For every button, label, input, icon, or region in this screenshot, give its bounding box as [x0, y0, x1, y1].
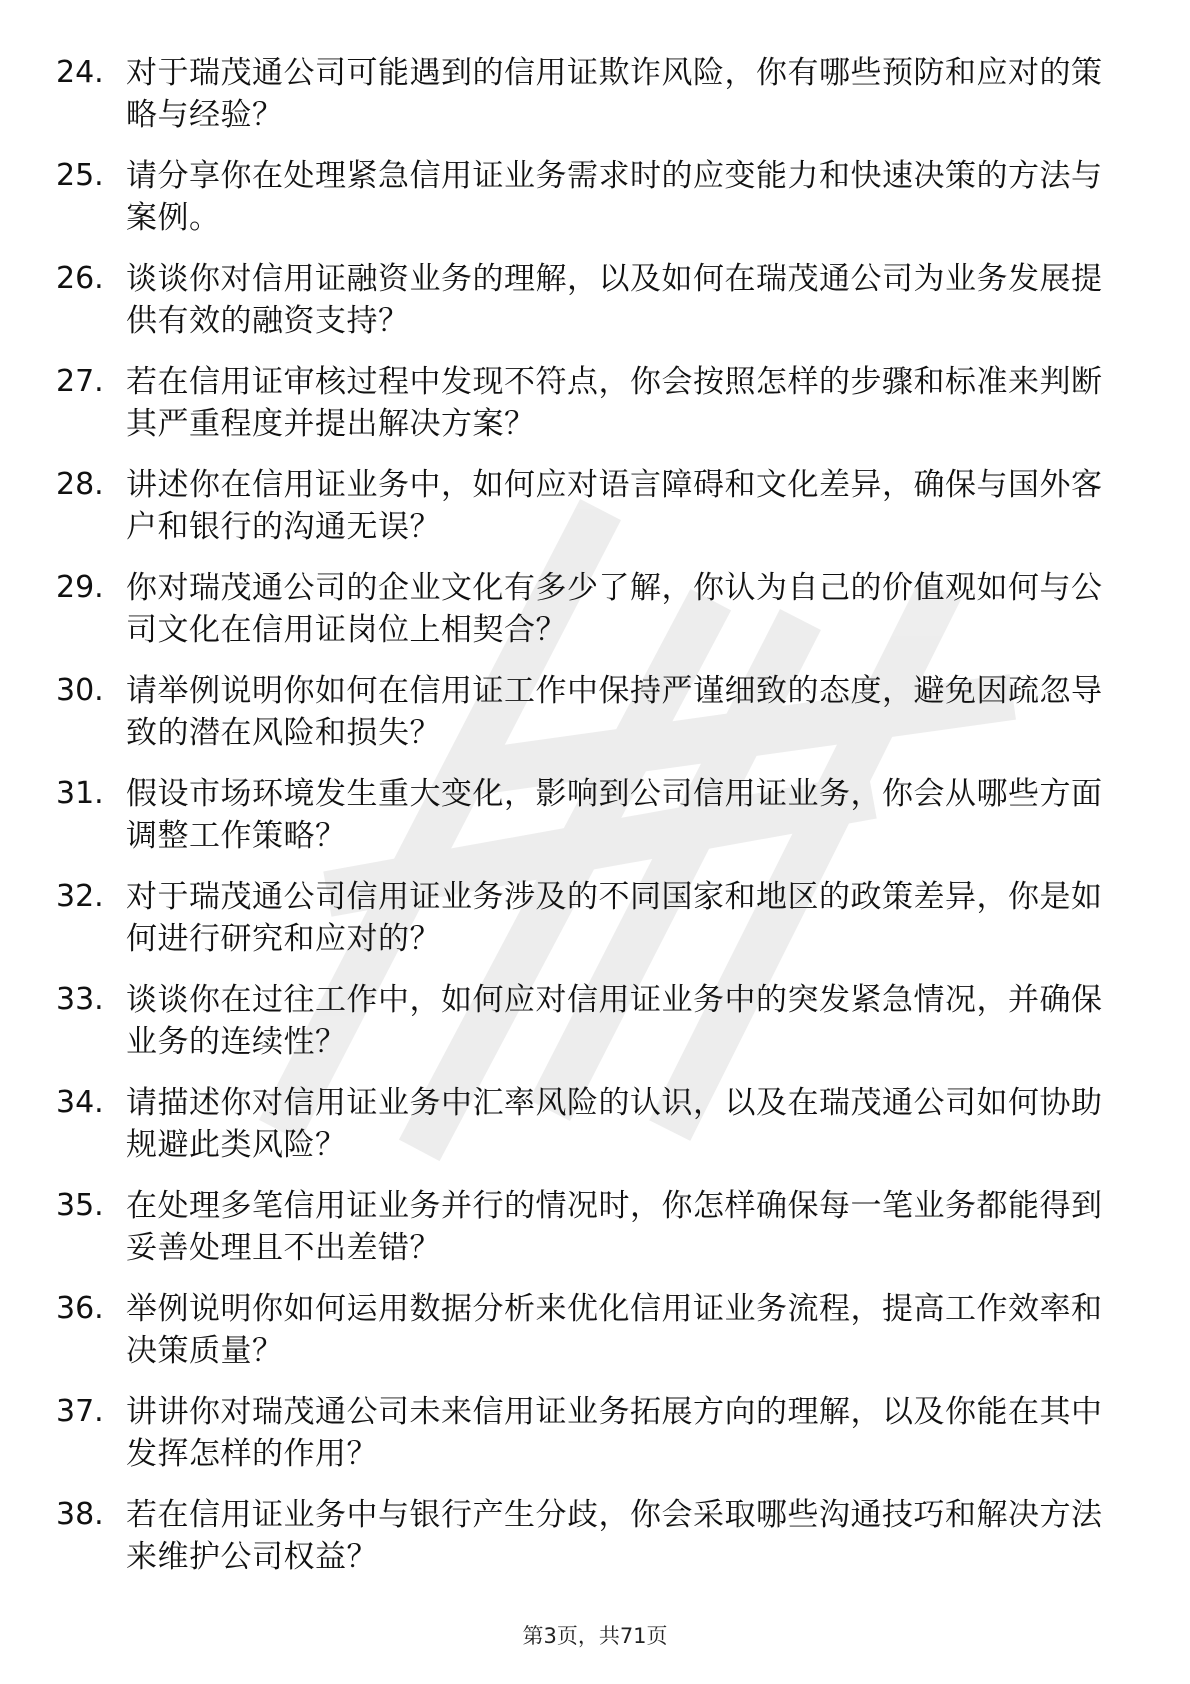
question-number: 25. — [56, 158, 104, 193]
question-list — [56, 52, 1136, 1597]
question-number: 34. — [56, 1085, 104, 1120]
question-text: 你对瑞茂通公司的企业文化有多少了解，你认为自己的价值观如何与公司文化在信用证岗位上相契合？ — [126, 570, 1103, 648]
question-item — [56, 1391, 1136, 1494]
question-text: 讲讲你对瑞茂通公司未来信用证业务拓展方向的理解，以及你能在其中发挥怎样的作用？ — [126, 1394, 1103, 1472]
question-text: 讲述你在信用证业务中，如何应对语言障碍和文化差异，确保与国外客户和银行的沟通无误？ — [126, 467, 1103, 545]
question-text: 举例说明你如何运用数据分析来优化信用证业务流程，提高工作效率和决策质量？ — [126, 1291, 1103, 1369]
question-text: 对于瑞茂通公司可能遇到的信用证欺诈风险，你有哪些预防和应对的策略与经验？ — [126, 55, 1103, 133]
question-item — [56, 1288, 1136, 1391]
question-number: 37. — [56, 1394, 104, 1429]
question-item — [56, 155, 1136, 258]
question-text: 假设市场环境发生重大变化，影响到公司信用证业务，你会从哪些方面调整工作策略？ — [126, 776, 1103, 854]
page-number-footer: 第3页，共71页 — [522, 1624, 668, 1648]
question-number: 32. — [56, 879, 104, 914]
question-text: 请分享你在处理紧急信用证业务需求时的应变能力和快速决策的方法与案例。 — [126, 158, 1103, 236]
question-item — [56, 876, 1136, 979]
question-text: 若在信用证业务中与银行产生分歧，你会采取哪些沟通技巧和解决方法来维护公司权益？ — [126, 1497, 1103, 1575]
question-number: 38. — [56, 1497, 104, 1532]
question-number: 29. — [56, 570, 104, 605]
question-item — [56, 361, 1136, 464]
question-text: 请举例说明你如何在信用证工作中保持严谨细致的态度，避免因疏忽导致的潜在风险和损失？ — [126, 673, 1103, 751]
question-item — [56, 258, 1136, 361]
question-text: 谈谈你在过往工作中，如何应对信用证业务中的突发紧急情况，并确保业务的连续性？ — [126, 982, 1103, 1060]
question-text: 请描述你对信用证业务中汇率风险的认识，以及在瑞茂通公司如何协助规避此类风险？ — [126, 1085, 1103, 1163]
question-text: 在处理多笔信用证业务并行的情况时，你怎样确保每一笔业务都能得到妥善处理且不出差错？ — [126, 1188, 1103, 1266]
question-text: 若在信用证审核过程中发现不符点，你会按照怎样的步骤和标准来判断其严重程度并提出解决方案？ — [126, 364, 1103, 442]
question-number: 28. — [56, 467, 104, 502]
question-item — [56, 1494, 1136, 1597]
question-number: 26. — [56, 261, 104, 296]
question-item — [56, 979, 1136, 1082]
question-text: 谈谈你对信用证融资业务的理解，以及如何在瑞茂通公司为业务发展提供有效的融资支持？ — [126, 261, 1103, 339]
question-item — [56, 1185, 1136, 1288]
question-text: 对于瑞茂通公司信用证业务涉及的不同国家和地区的政策差异，你是如何进行研究和应对的？ — [126, 879, 1103, 957]
question-item — [56, 567, 1136, 670]
question-item — [56, 670, 1136, 773]
question-number: 27. — [56, 364, 104, 399]
question-item — [56, 52, 1136, 155]
question-number: 24. — [56, 55, 104, 90]
question-item — [56, 464, 1136, 567]
question-number: 35. — [56, 1188, 104, 1223]
question-number: 30. — [56, 673, 104, 708]
question-number: 36. — [56, 1291, 104, 1326]
question-number: 31. — [56, 776, 104, 811]
question-item — [56, 773, 1136, 876]
question-number: 33. — [56, 982, 104, 1017]
question-item — [56, 1082, 1136, 1185]
